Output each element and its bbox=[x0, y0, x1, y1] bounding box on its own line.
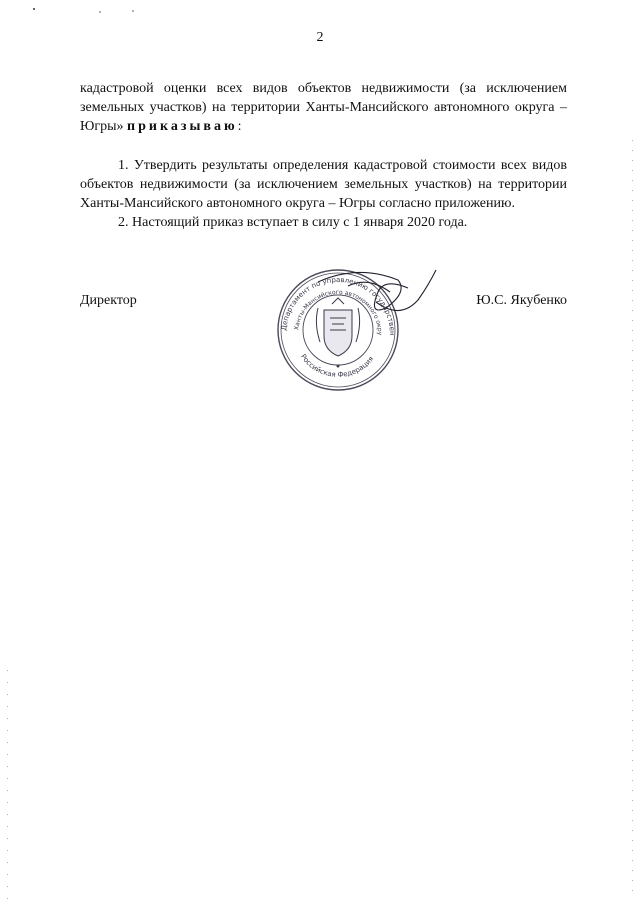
scan-edge-dots bbox=[631, 140, 634, 900]
order-colon: : bbox=[237, 119, 242, 134]
official-seal bbox=[258, 262, 448, 397]
seal-outer-text: Департамент по управлению государствен bbox=[280, 275, 397, 336]
intro-text: кадастровой оценки всех видов объектов недвижимости (за исключением земельных участков) на территории Ханты-Мансийского автономного округа – Югры» bbox=[80, 81, 567, 134]
intro-paragraph bbox=[80, 79, 567, 136]
order-items bbox=[80, 156, 567, 232]
seal-graphic bbox=[258, 262, 448, 397]
handwritten-signature bbox=[318, 270, 436, 311]
order-word: приказываю bbox=[127, 119, 238, 134]
scan-edge-dots-left bbox=[6, 670, 9, 900]
scan-marks bbox=[30, 6, 150, 16]
signatory-title: Директор bbox=[80, 293, 137, 308]
page-number: 2 bbox=[316, 30, 324, 45]
order-item: 1. Утвердить результаты определения кадастровой стоимости всех видов объектов недвижимости (за исключением земельных участков) на территории Ханты-Мансийского автономного округа – Югры согласно приложению. bbox=[80, 158, 567, 211]
seal-inner-text: Ханты-Мансийского автономного окру bbox=[293, 288, 384, 336]
signatory-name: Ю.С. Якубенко bbox=[476, 293, 567, 308]
seal-bottom-text: Российская Федерация bbox=[298, 352, 376, 379]
coat-of-arms-icon bbox=[316, 298, 359, 356]
order-item: 2. Настоящий приказ вступает в силу с 1 января 2020 года. bbox=[118, 215, 468, 230]
